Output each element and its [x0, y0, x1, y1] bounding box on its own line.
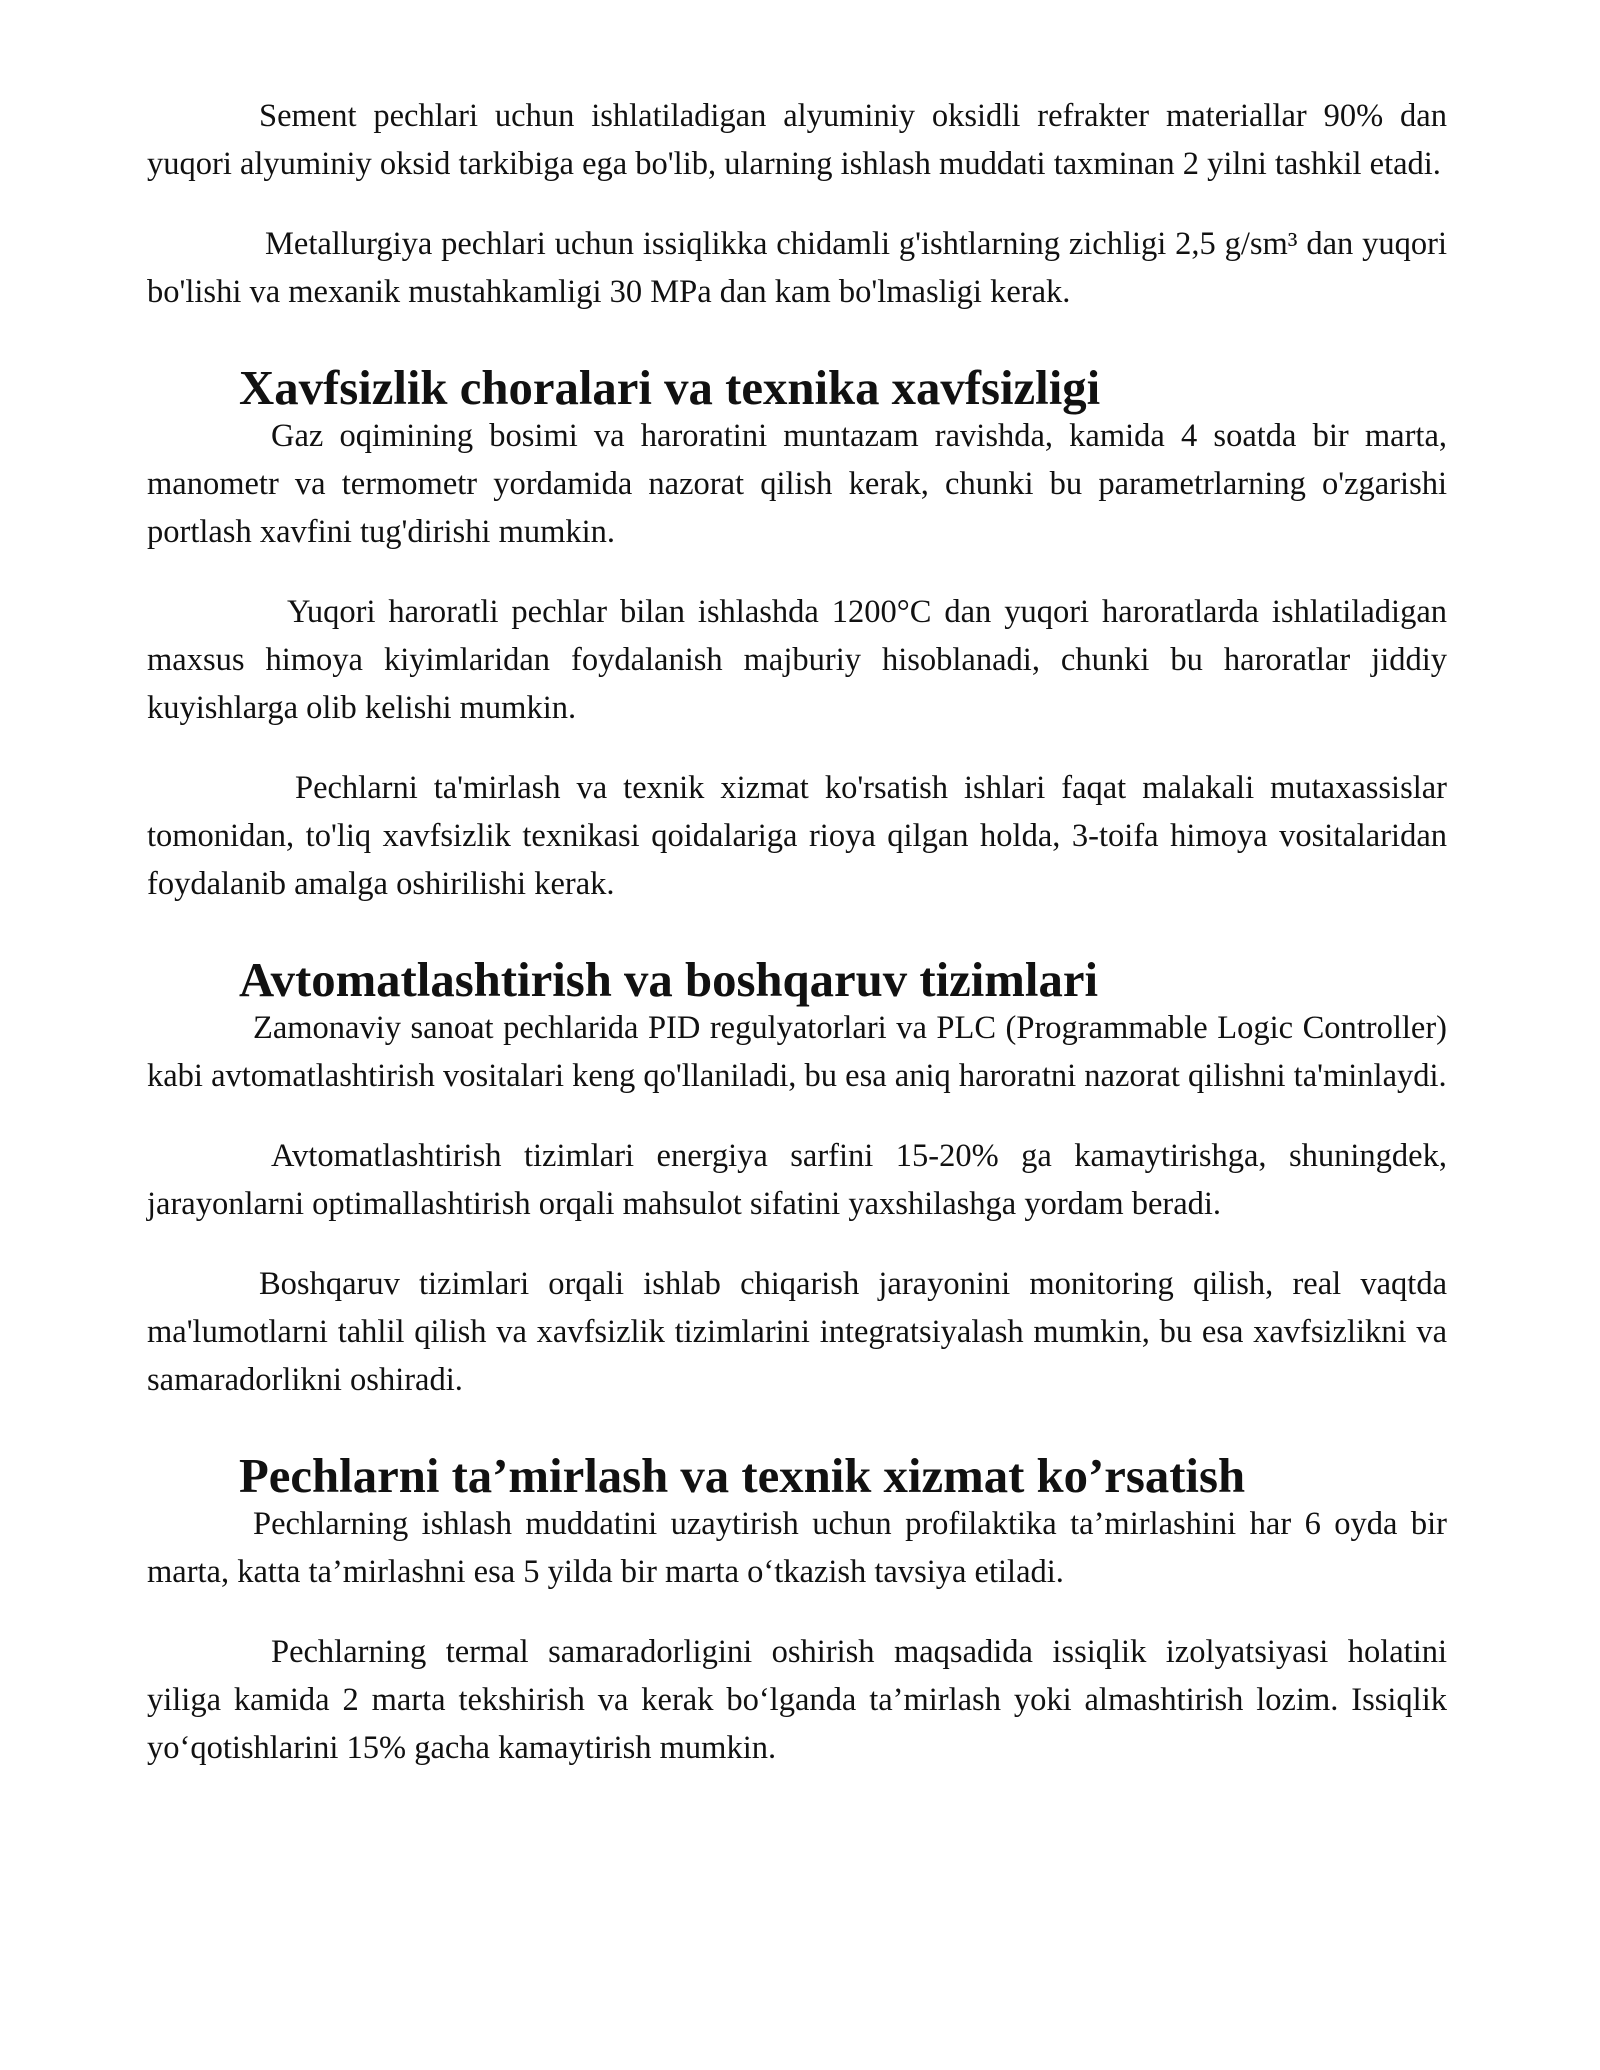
paragraph-protective-clothing: Yuqori haroratli pechlar bilan ishlashda 1200°C dan yuqori haroratlarda ishlatiladigan maxsus himoya kiyimlaridan foydalanish majburiy hisoblanadi, chunki bu haroratlar jiddiy kuyishlarga olib kelishi mumkin.	[147, 594, 1447, 726]
paragraph-gas-pressure: Gaz oqimining bosimi va haroratini muntazam ravishda, kamida 4 soatda bir marta, manometr va termometr yordamida nazorat qilish kerak, chunki bu parametrlarning o'zgarishi portlash xavfini tug'dirishi mumkin.	[147, 418, 1447, 550]
paragraph-energy-savings: Avtomatlashtirish tizimlari energiya sarfini 15-20% ga kamaytirishga, shuningdek, jarayonlarni optimallashtirish orqali mahsulot sifatini yaxshilashga yordam beradi.	[147, 1138, 1447, 1222]
heading-safety: Xavfsizlik choralari va texnika xavfsizligi	[239, 361, 1101, 415]
heading-maintenance: Pechlarni ta’mirlash va texnik xizmat ko’rsatish	[239, 1449, 1246, 1503]
paragraph-pid-plc: Zamonaviy sanoat pechlarida PID regulyatorlari va PLC (Programmable Logic Controller) kabi avtomatlashtirish vositalari keng qo'llaniladi, bu esa aniq haroratni nazorat qilishni ta'minlaydi.	[147, 1010, 1447, 1094]
paragraph-metallurgy-bricks: Metallurgiya pechlari uchun issiqlikka chidamli g'ishtlarning zichligi 2,5 g/sm³ dan yuqori bo'lishi va mexanik mustahkamligi 30 MPa dan kam bo'lmasligi kerak.	[147, 226, 1447, 310]
paragraph-preventive-repair: Pechlarning ishlash muddatini uzaytirish uchun profilaktika ta’mirlashini har 6 oyda bir marta, katta ta’mirlashni esa 5 yilda bir marta o‘tkazish tavsiya etiladi.	[147, 1506, 1447, 1590]
paragraph-monitoring: Boshqaruv tizimlari orqali ishlab chiqarish jarayonini monitoring qilish, real vaqtda ma'lumotlarni tahlil qilish va xavfsizlik tizimlarini integratsiyalash mumkin, bu esa xavfsizlikni va samaradorlikni oshiradi.	[147, 1266, 1447, 1398]
document-page	[147, 92, 1447, 1772]
paragraph-thermal-efficiency: Pechlarning termal samaradorligini oshirish maqsadida issiqlik izolyatsiyasi holatini yiliga kamida 2 marta tekshirish va kerak bo‘lganda ta’mirlash yoki almashtirish lozim. Issiqlik yo‘qotishlarini 15% gacha kamaytirish mumkin.	[147, 1634, 1447, 1766]
heading-automation: Avtomatlashtirish va boshqaruv tizimlari	[239, 953, 1099, 1007]
paragraph-cement-kilns: Sement pechlari uchun ishlatiladigan alyuminiy oksidli refrakter materiallar 90% dan yuqori alyuminiy oksid tarkibiga ega bo'lib, ularning ishlash muddati taxminan 2 yilni tashkil etadi.	[147, 98, 1447, 182]
paragraph-repair-specialists: Pechlarni ta'mirlash va texnik xizmat ko'rsatish ishlari faqat malakali mutaxassislar tomonidan, to'liq xavfsizlik texnikasi qoidalariga rioya qilgan holda, 3-toifa himoya vositalaridan foydalanib amalga oshirilishi kerak.	[147, 770, 1447, 902]
